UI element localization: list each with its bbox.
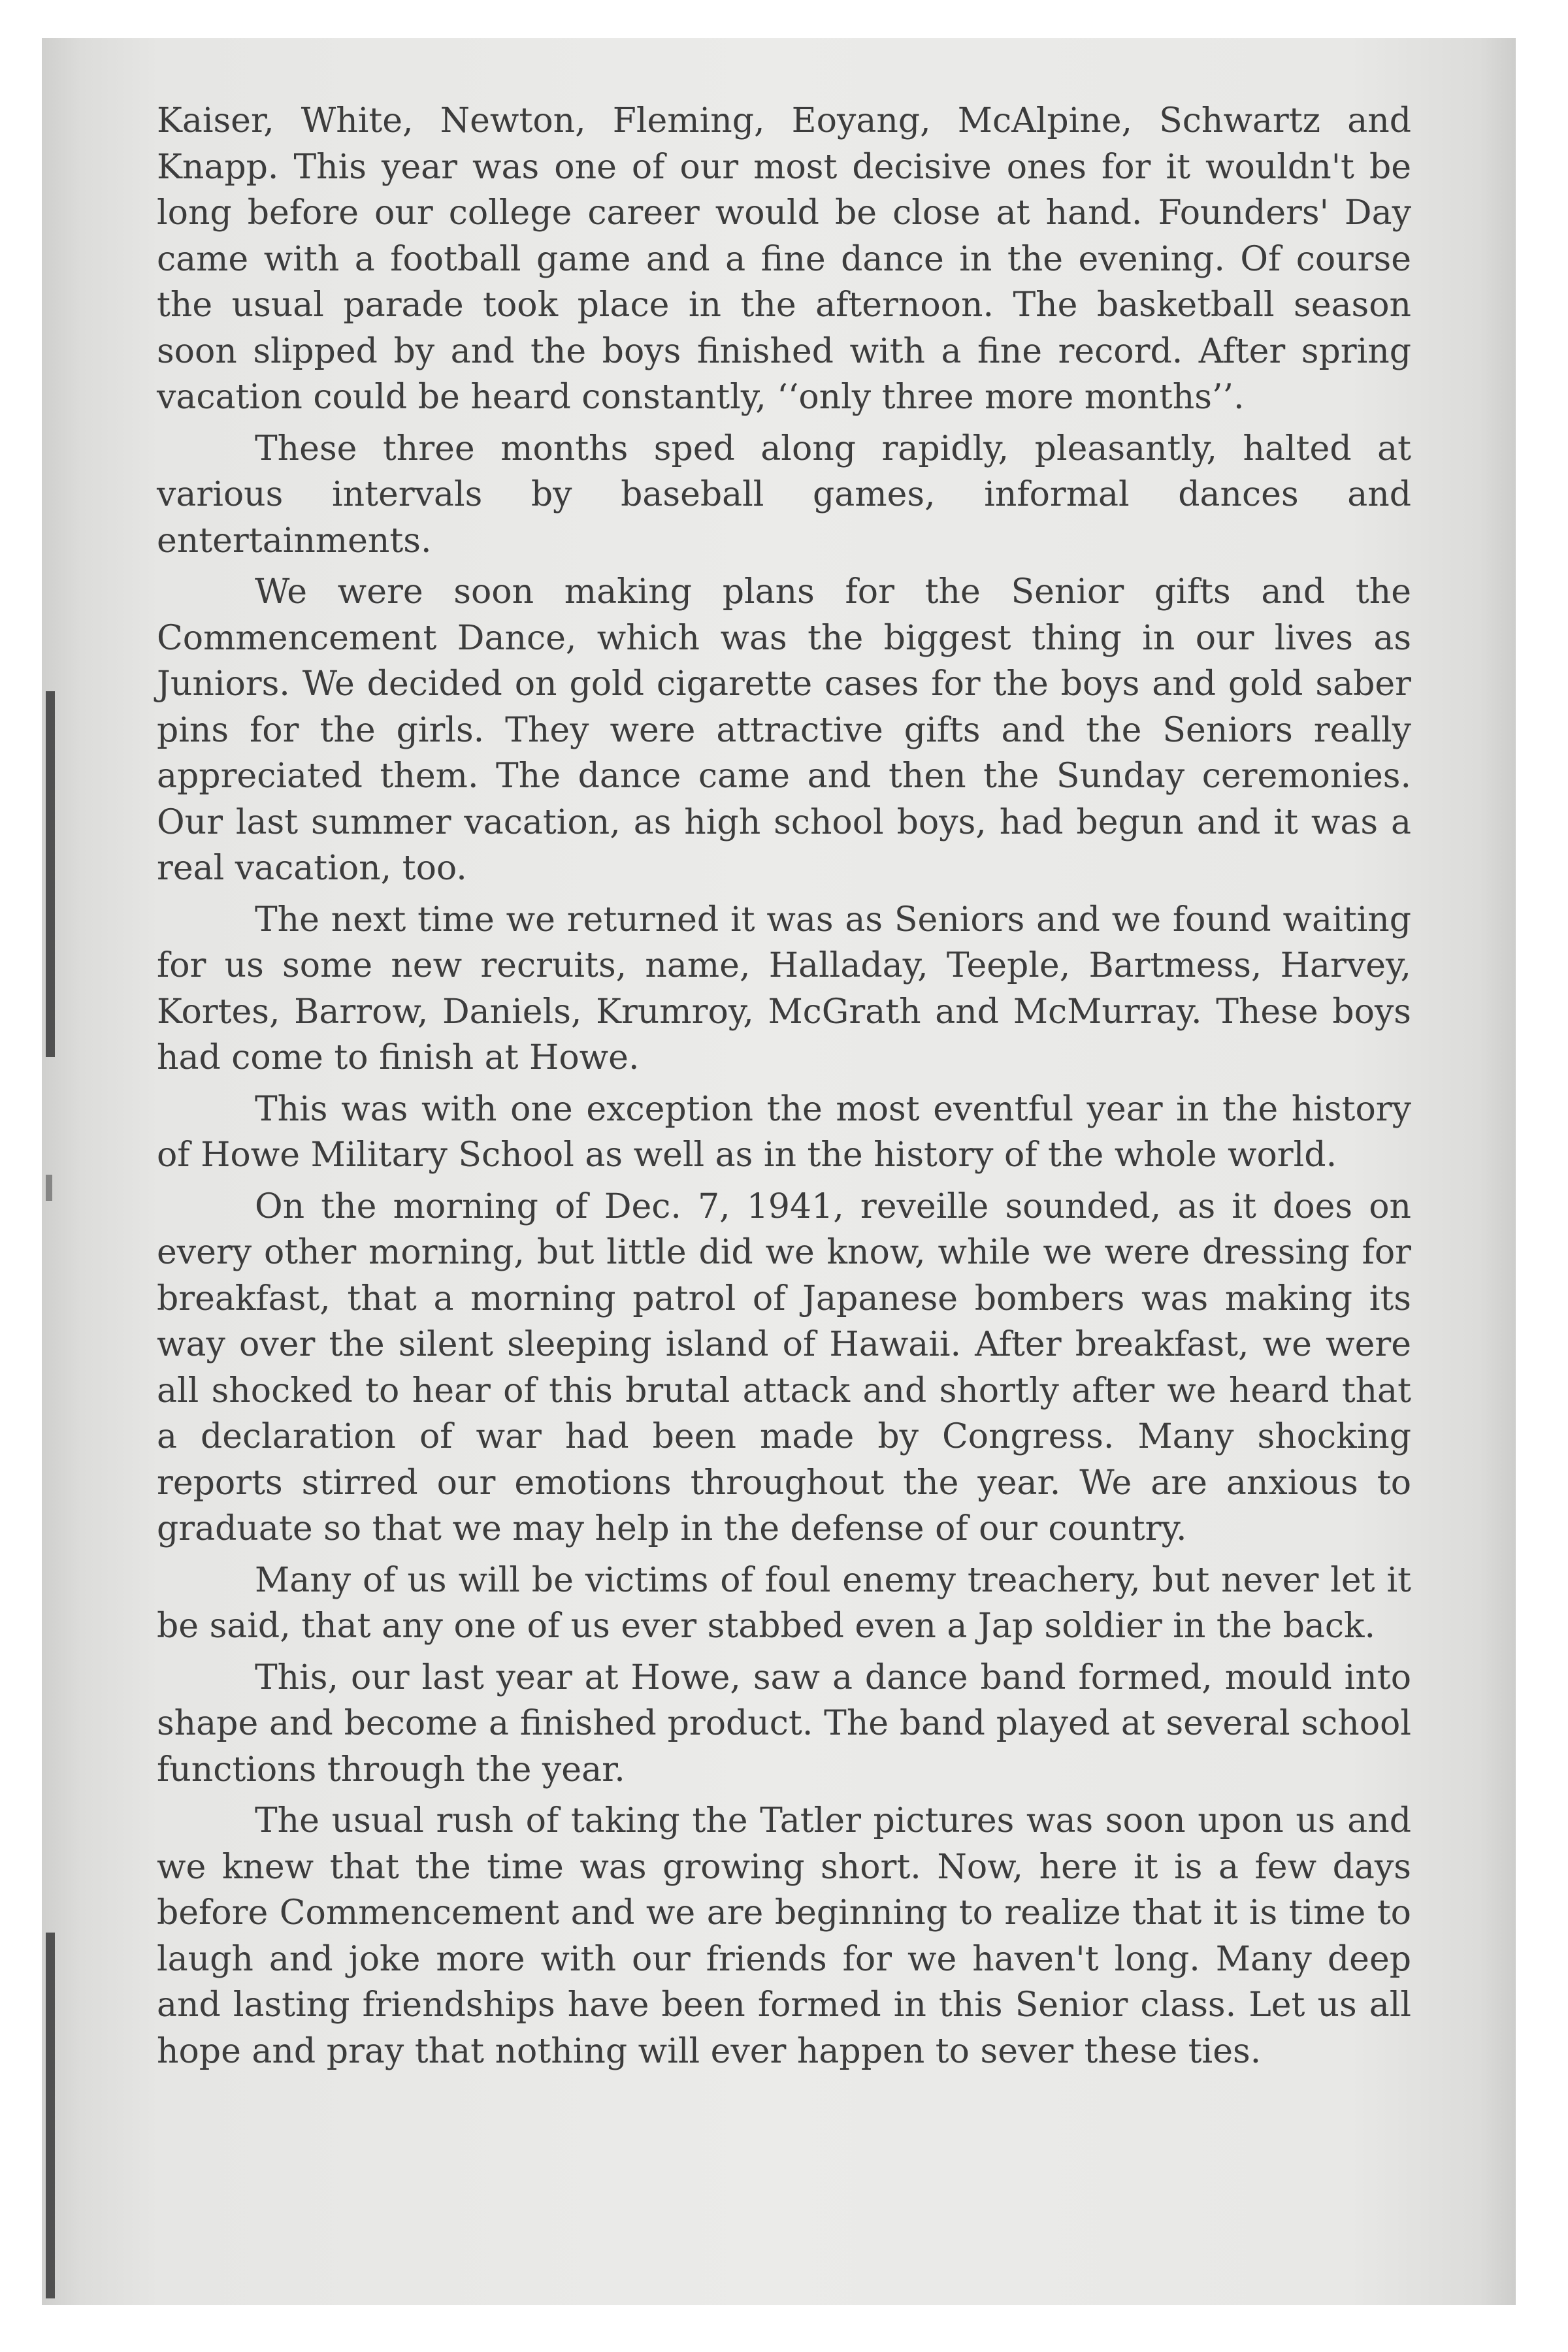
binding-shadow xyxy=(46,691,55,1057)
paragraph-class-history-continued: Kaiser, White, Newton, Fleming, Eoyang, McAlpine, Schwartz and Knapp. This year was one of our most decisive ones for it wouldn't be long before our college career would be close at hand. Founders' Day came with a football game and a fine dance in the evening. Of course the usual parade took place in the afternoon. The basketball season soon slipped by and the boys finished with a fine record. After spring vacation could be heard constantly, ‘‘only three more months’’. xyxy=(157,101,1411,417)
paragraph-eventful-year: This was with one exception the most eventful year in the history of Howe Military School as well as in the history of the whole world. xyxy=(157,1089,1411,1175)
paragraph-enemy-treachery: Many of us will be victims of foul enemy treachery, but never let it be said, that any one of us ever stabbed even a Jap soldier in the back. xyxy=(157,1560,1411,1646)
paragraph-tatler-pictures: The usual rush of taking the Tatler pictures was soon upon us and we knew that the time was growing short. Now, here it is a few days before Commencement and we are beginning to realize that it is time to laugh and joke more with our friends for we haven't long. Many deep and lasting friendships have been formed in this Senior class. Let us all hope and pray that nothing will ever happen to sever these ties. xyxy=(157,1801,1411,2071)
paragraph-new-recruits: The next time we returned it was as Seniors and we found waiting for us some new recruits, name, Halladay, Teeple, Bartmess, Harvey, Kortes, Barrow, Daniels, Krumroy, McGrath and McMurray. These boys had come to finish at Howe. xyxy=(157,900,1411,1077)
paragraph-senior-gifts: We were soon making plans for the Senior gifts and the Commencement Dance, which was the biggest thing in our lives as Juniors. We decided on gold cigarette cases for the boys and gold saber pins for the girls. They were attractive gifts and the Seniors really appreciated them. The dance came and then the Sunday ceremonies. Our last summer vacation, as high school boys, had begun and it was a real vacation, too. xyxy=(157,572,1411,888)
body-text xyxy=(157,98,1411,2074)
binding-shadow xyxy=(46,1933,55,2298)
binding-shadow xyxy=(46,1175,52,1201)
paragraph-pearl-harbor: On the morning of Dec. 7, 1941, reveille sounded, as it does on every other morning, but little did we know, while we were dressing for breakfast, that a morning patrol of Japanese bombers was making its way over the silent sleeping island of Hawaii. After breakfast, we were all shocked to hear of this brutal attack and shortly after we heard that a declaration of war had been made by Congress. Many shocking reports stirred our emotions throughout the year. We are anxious to graduate so that we may help in the defense of our country. xyxy=(157,1186,1411,1548)
paragraph-dance-band: This, our last year at Howe, saw a dance band formed, mould into shape and become a finished product. The band played at several school functions through the year. xyxy=(157,1658,1411,1789)
paragraph-three-months: These three months sped along rapidly, pleasantly, halted at various intervals by baseball games, informal dances and entertainments. xyxy=(157,429,1411,561)
